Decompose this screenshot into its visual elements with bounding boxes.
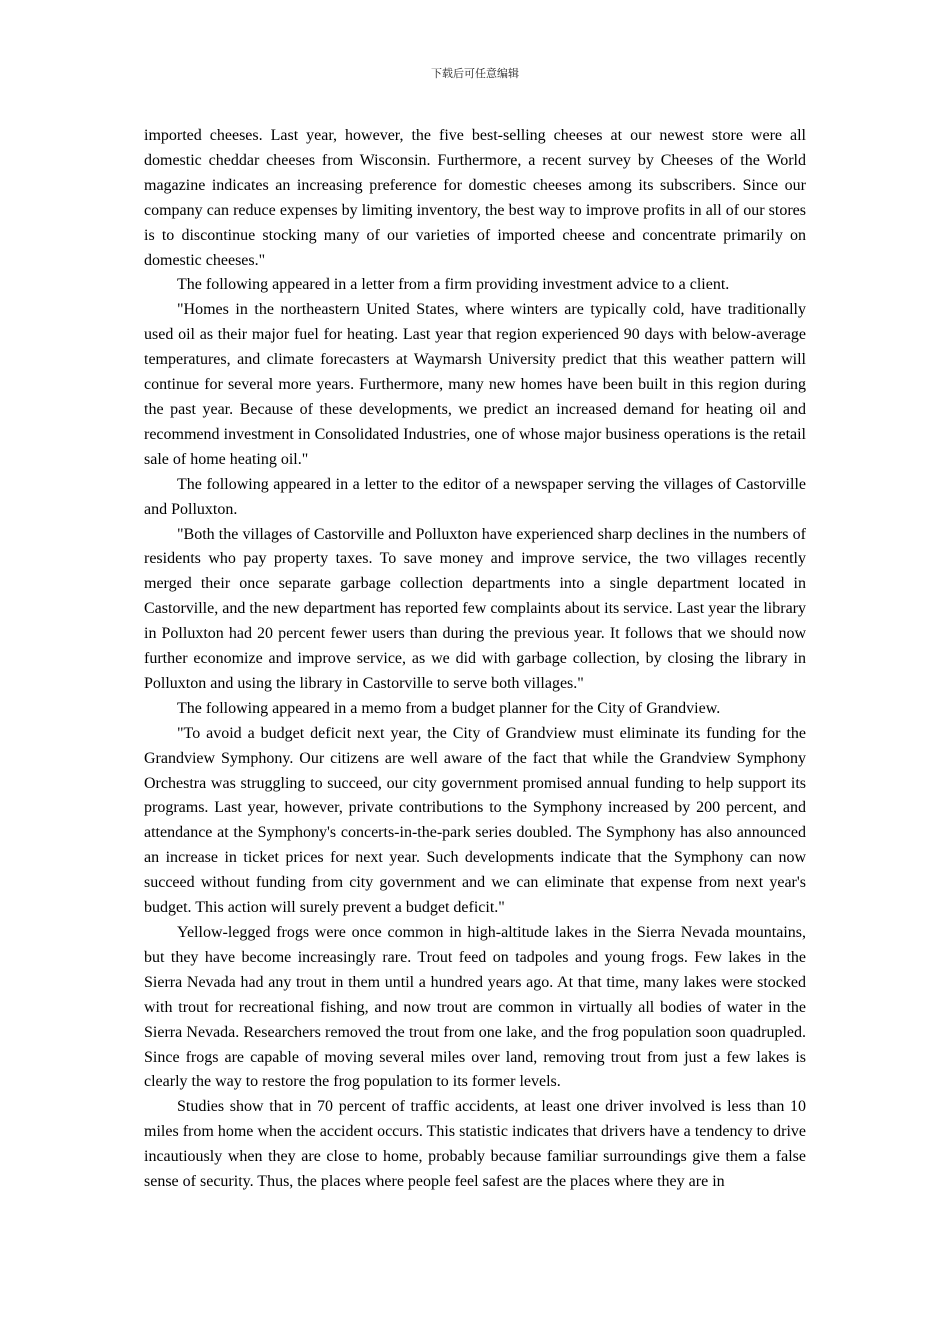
- paragraph-newspaper-intro: The following appeared in a letter to the editor of a newspaper serving the villages of Castorville and Polluxton.: [144, 475, 806, 518]
- paragraph-investment-intro: The following appeared in a letter from a firm providing investment advice to a client.: [177, 276, 730, 294]
- paragraph-symphony: "To avoid a budget deficit next year, the City of Grandview must eliminate its funding for the Grandview Symphony. Our citizens are well aware of the fact that while the Grandview Symphony Orchestra was struggling to succeed, our city government promised annual funding to help support its programs. Last year, however, private contributions to the Symphony increased by 200 percent, and attendance at the Symphony's concerts-in-the-park series doubled. The Symphony has also announced an increase in ticket prices for next year. Such developments indicate that the Symphony can now succeed without funding from city government and we can eliminate that expense from next year's budget. This action will surely prevent a budget deficit.": [144, 724, 806, 917]
- paragraph-traffic: Studies show that in 70 percent of traffic accidents, at least one driver involved is less than 10 miles from home when the accident occurs. This statistic indicates that drivers have a tendency to drive incautiously when they are close to home, probably because familiar surroundings give them a false sense of security. Thus, the places where people feel safest are the places where they are in: [144, 1098, 806, 1191]
- page-header: 下载后可任意编辑: [431, 67, 519, 80]
- paragraph-cheese-memo-end: imported cheeses. Last year, however, the five best-selling cheeses at our newest store were all domestic cheddar cheeses from Wisconsin. Furthermore, a recent survey by Cheeses of the World magazine indicates an increasing preference for domestic cheeses among its subscribers. Since our company can reduce expenses by limiting inventory, the best way to improve profits in all of our stores is to discontinue stocking many of our varieties of imported cheese and concentrate primarily on domestic cheeses.": [144, 127, 806, 269]
- paragraph-budget-intro: The following appeared in a memo from a budget planner for the City of Grandview.: [177, 699, 721, 717]
- document-body: [144, 124, 806, 1195]
- paragraph-frogs: Yellow-legged frogs were once common in high-altitude lakes in the Sierra Nevada mountains, but they have become increasingly rare. Trout feed on tadpoles and young frogs. Few lakes in the Sierra Nevada had any trout in them until a hundred years ago. At that time, many lakes were stocked with trout for recreational fishing, and now trout are common in virtually all bodies of water in the Sierra Nevada. Researchers removed the trout from one lake, and the frog population soon quadrupled. Since frogs are capable of moving several miles over land, removing trout from just a few lakes is clearly the way to restore the frog population to its former levels.: [144, 924, 806, 1091]
- paragraph-villages-library: "Both the villages of Castorville and Polluxton have experienced sharp declines in the numbers of residents who pay property taxes. To save money and improve service, the two villages recently merged their once separate garbage collection departments into a single department located in Castorville, and the new department has reported few complaints about its service. Last year the library in Polluxton had 20 percent fewer users than during the previous year. It follows that we should now further economize and improve service, as we did with garbage collection, by closing the library in Polluxton and using the library in Castorville to serve both villages.": [144, 525, 806, 692]
- paragraph-heating-oil: "Homes in the northeastern United States, where winters are typically cold, have traditionally used oil as their major fuel for heating. Last year that region experienced 90 days with below-average temperatures, and climate forecasters at Waymarsh University predict that this weather pattern will continue for several more years. Furthermore, many new homes have been built in this region during the past year. Because of these developments, we predict an increased demand for heating oil and recommend investment in Consolidated Industries, one of whose major business operations is the retail sale of home heating oil.": [144, 301, 806, 468]
